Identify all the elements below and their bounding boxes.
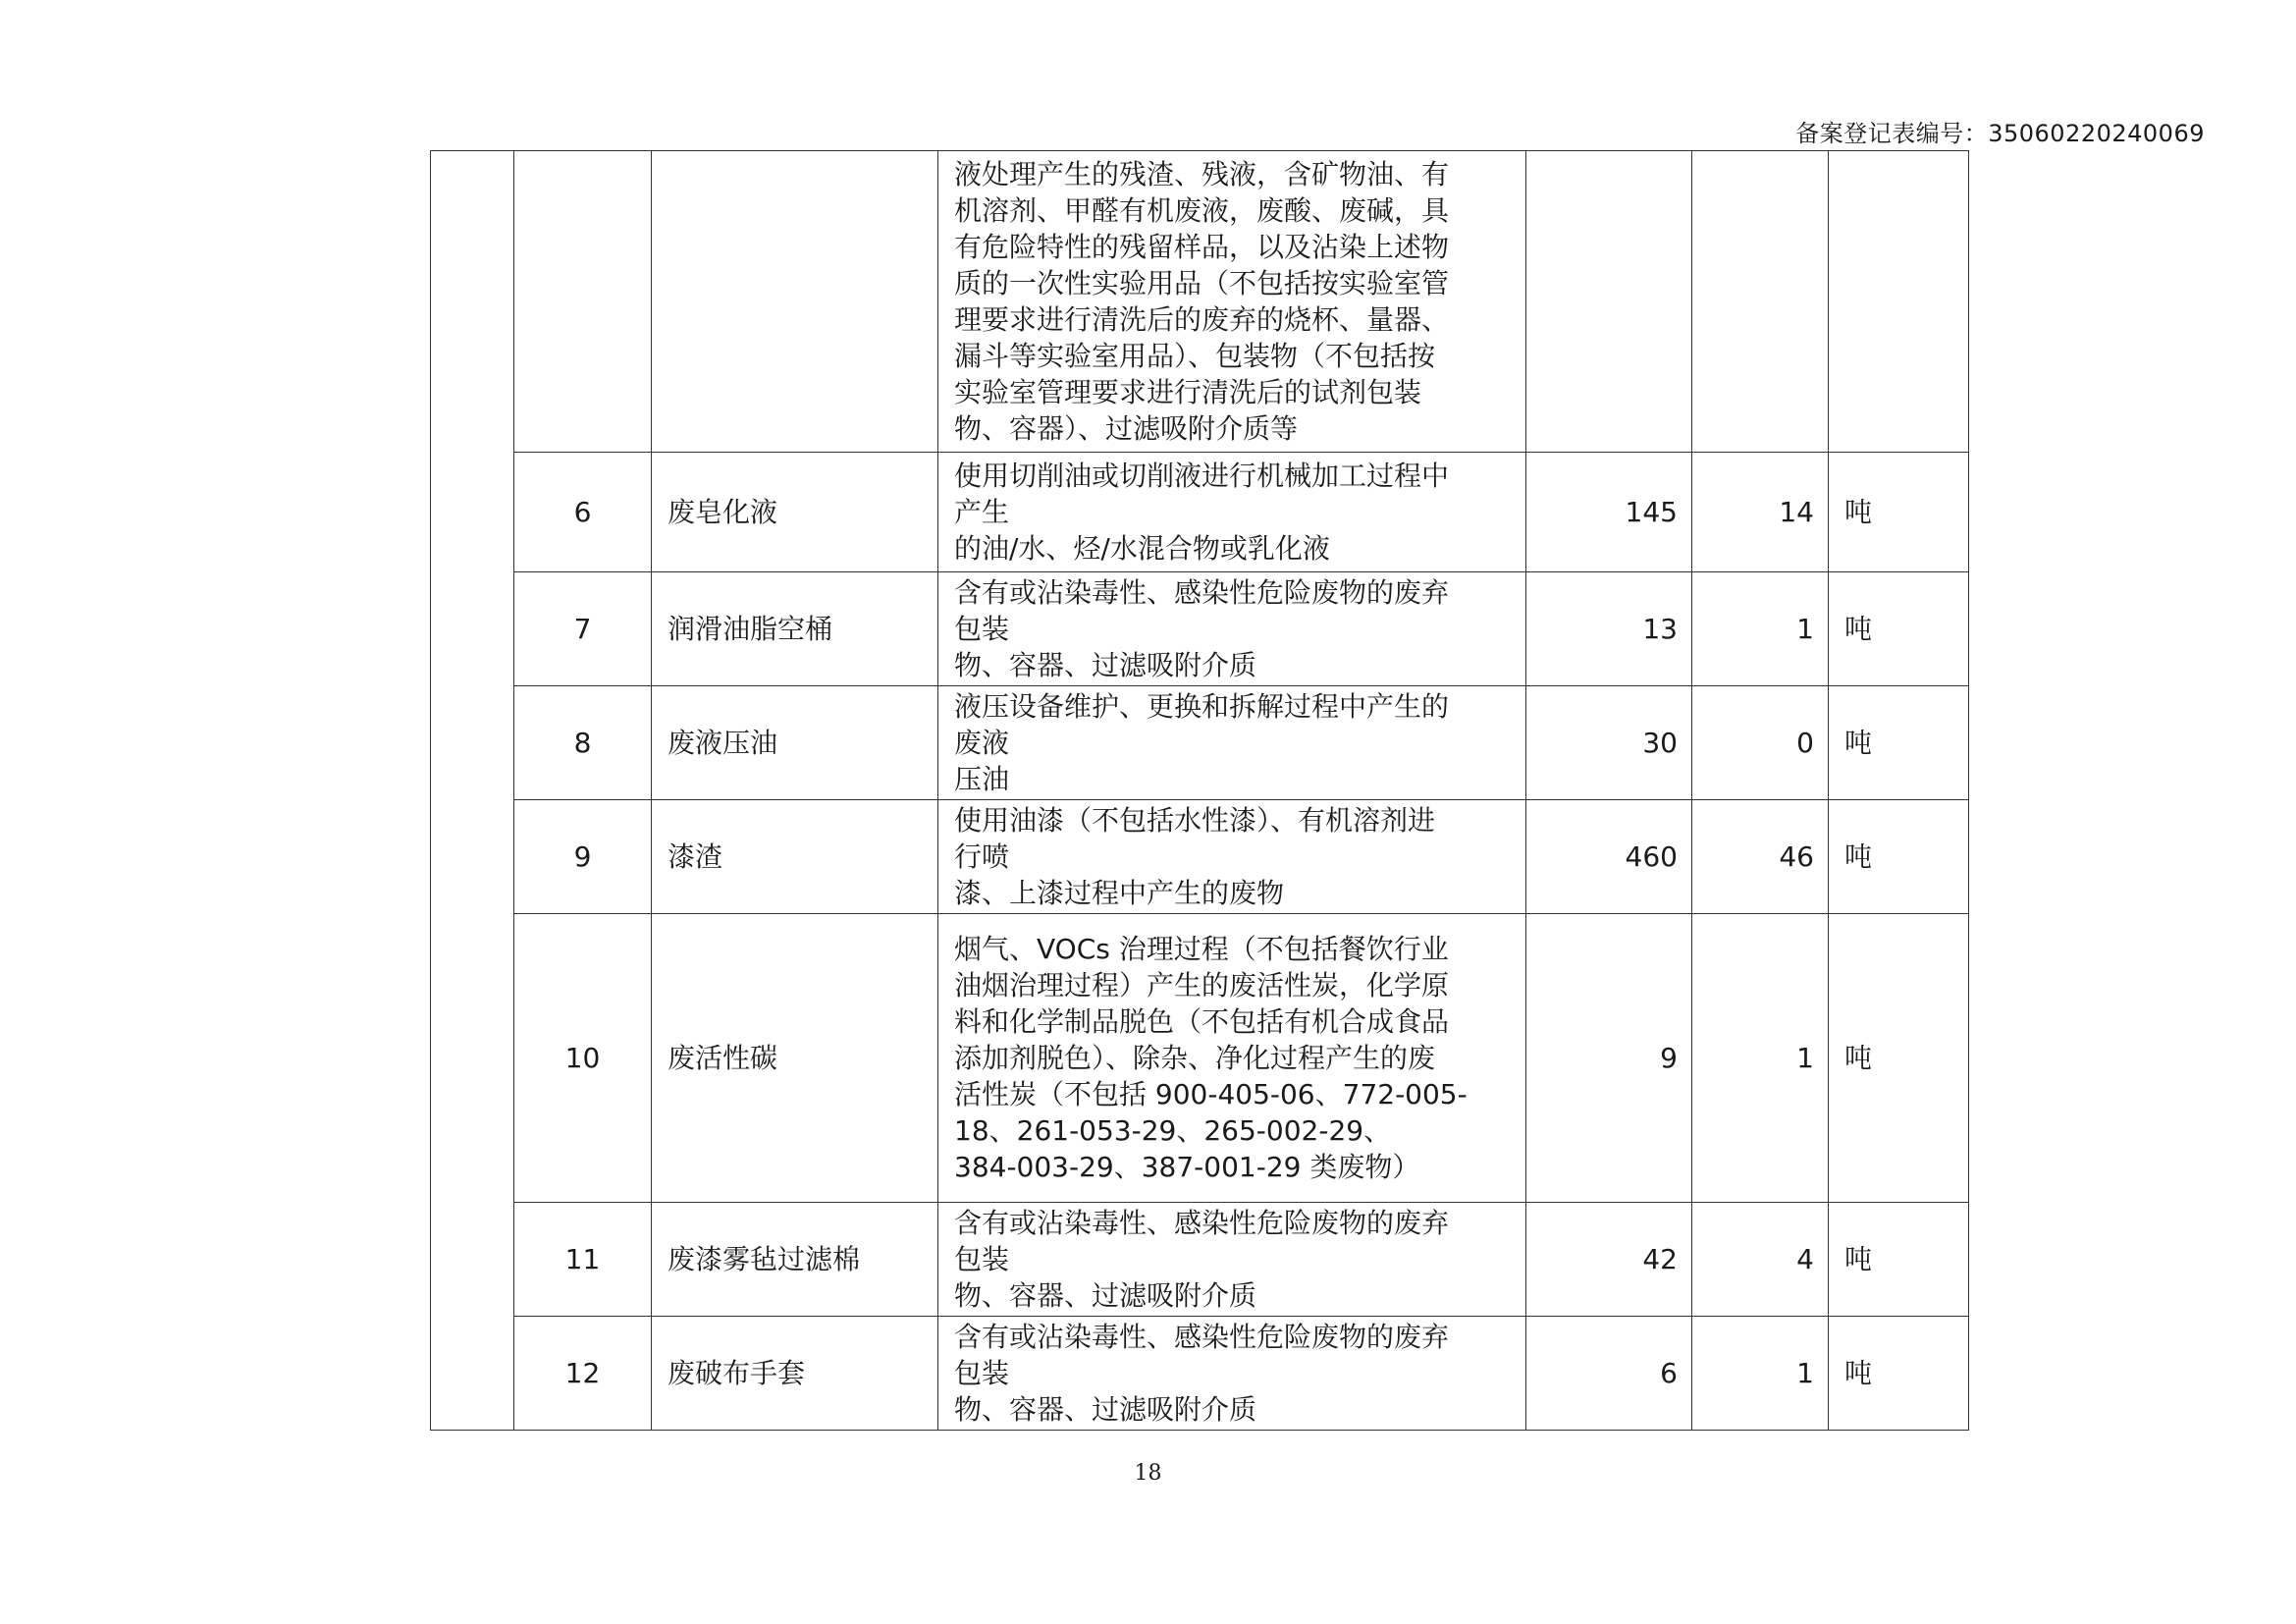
table-row — [431, 1203, 1969, 1317]
waste-name-cell — [652, 151, 938, 453]
amount-cell: 6 — [1526, 1317, 1692, 1431]
waste-description-cell: 含有或沾染毒性、感染性危险废物的废弃 包装 物、容器、过滤吸附介质 — [938, 1203, 1526, 1317]
waste-description-cell: 液处理产生的残渣、残液，含矿物油、有 机溶剂、甲醛有机废液，废酸、废碱，具 有危险特性的残留样品，以及沾染上述物 质的一次性实验用品（不包括按实验室管 理要求进行清洗后的废弃的烧杯、量器、 漏斗等实验室用品）、包装物（不包括按 实验室管理要求进行清洗后的试剂包装 物、容器）、过滤吸附介质等 — [938, 151, 1526, 453]
unit-cell — [1829, 151, 1969, 453]
waste-name-cell: 废皂化液 — [652, 453, 938, 572]
waste-name-cell: 润滑油脂空桶 — [652, 572, 938, 686]
unit-cell: 吨 — [1829, 572, 1969, 686]
amount-cell: 30 — [1526, 686, 1692, 800]
merged-category-cell — [431, 151, 514, 1431]
table-row — [431, 914, 1969, 1203]
waste-name-cell: 废漆雾毡过滤棉 — [652, 1203, 938, 1317]
amount2-cell: 46 — [1692, 800, 1829, 914]
amount2-cell: 0 — [1692, 686, 1829, 800]
waste-description-cell: 液压设备维护、更换和拆解过程中产生的 废液 压油 — [938, 686, 1526, 800]
unit-cell: 吨 — [1829, 453, 1969, 572]
amount2-cell: 14 — [1692, 453, 1829, 572]
waste-name-cell: 废液压油 — [652, 686, 938, 800]
unit-cell: 吨 — [1829, 1317, 1969, 1431]
row-number-cell: 9 — [514, 800, 652, 914]
page-number: 18 — [1134, 1461, 1162, 1486]
row-number-cell: 7 — [514, 572, 652, 686]
amount2-cell: 1 — [1692, 572, 1829, 686]
amount2-cell — [1692, 151, 1829, 453]
amount-cell: 13 — [1526, 572, 1692, 686]
unit-cell: 吨 — [1829, 1203, 1969, 1317]
amount-cell — [1526, 151, 1692, 453]
waste-name-cell: 废活性碳 — [652, 914, 938, 1203]
unit-cell: 吨 — [1829, 914, 1969, 1203]
waste-name-cell: 漆渣 — [652, 800, 938, 914]
waste-description-cell: 含有或沾染毒性、感染性危险废物的废弃 包装 物、容器、过滤吸附介质 — [938, 1317, 1526, 1431]
row-number-cell — [514, 151, 652, 453]
table-row — [431, 800, 1969, 914]
amount2-cell: 1 — [1692, 1317, 1829, 1431]
unit-cell: 吨 — [1829, 800, 1969, 914]
amount-cell: 145 — [1526, 453, 1692, 572]
waste-description-cell: 使用油漆（不包括水性漆）、有机溶剂进 行喷 漆、上漆过程中产生的废物 — [938, 800, 1526, 914]
table-row — [431, 1317, 1969, 1431]
amount-cell: 9 — [1526, 914, 1692, 1203]
record-code: 备案登记表编号：35060220240069 — [1795, 120, 2205, 147]
table-row — [431, 151, 1969, 453]
row-number-cell: 8 — [514, 686, 652, 800]
amount-cell: 460 — [1526, 800, 1692, 914]
row-number-cell: 6 — [514, 453, 652, 572]
waste-description-cell: 使用切削油或切削液进行机械加工过程中 产生 的油/水、烃/水混合物或乳化液 — [938, 453, 1526, 572]
waste-name-cell: 废破布手套 — [652, 1317, 938, 1431]
row-number-cell: 12 — [514, 1317, 652, 1431]
table-row — [431, 453, 1969, 572]
row-number-cell: 10 — [514, 914, 652, 1203]
table-row — [431, 686, 1969, 800]
hazardous-waste-table — [430, 150, 1969, 1431]
amount2-cell: 1 — [1692, 914, 1829, 1203]
table-row — [431, 572, 1969, 686]
row-number-cell: 11 — [514, 1203, 652, 1317]
waste-description-cell: 烟气、VOCs 治理过程（不包括餐饮行业 油烟治理过程）产生的废活性炭，化学原 料和化学制品脱色（不包括有机合成食品 添加剂脱色）、除杂、净化过程产生的废 活性炭（不包括 900-405-06、772-005- 18、261-053-29、265-002-29、 384-003-29、387-001-29 类废物） — [938, 914, 1526, 1203]
amount-cell: 42 — [1526, 1203, 1692, 1317]
waste-description-cell: 含有或沾染毒性、感染性危险废物的废弃 包装 物、容器、过滤吸附介质 — [938, 572, 1526, 686]
unit-cell: 吨 — [1829, 686, 1969, 800]
amount2-cell: 4 — [1692, 1203, 1829, 1317]
